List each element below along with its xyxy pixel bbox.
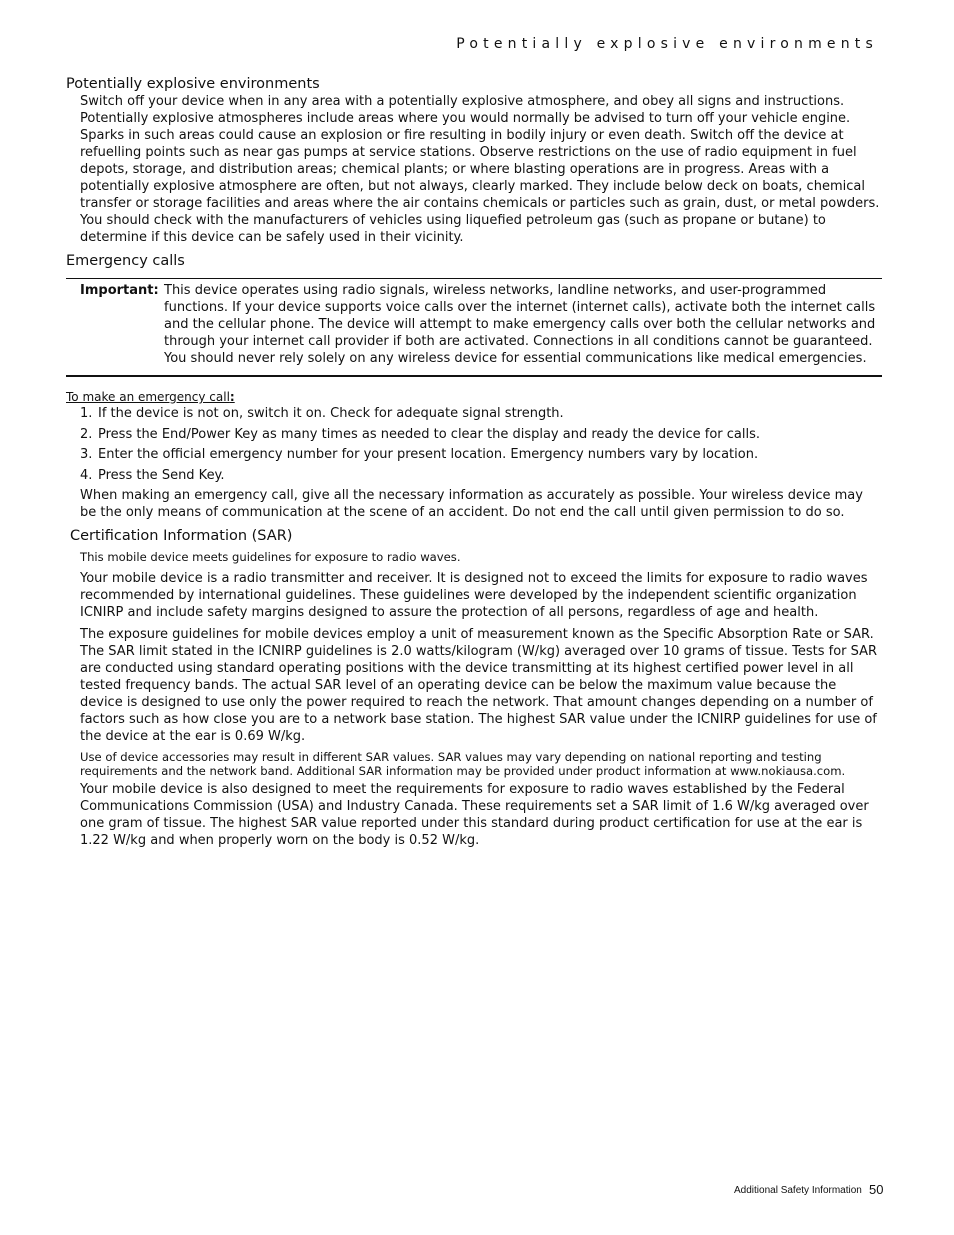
step-number: 2. — [80, 426, 93, 442]
note-label: Important: — [80, 283, 159, 298]
steps-list — [80, 405, 882, 484]
paragraph-sar-2: Your mobile device is a radio transmitter and receiver. It is designed not to exceed the limits for exposure to radio waves recommended by international guidelines. These guidelines were developed by the independent scientific organization ICNIRP and include safety margins designed to assure the protection of all persons, regardless of age and health. — [80, 571, 868, 620]
footer-label: Additional Safety Information — [734, 1185, 862, 1196]
list-item — [80, 405, 882, 422]
step-text: Press the Send Key. — [98, 467, 225, 483]
list-item — [80, 467, 882, 484]
running-header: Potentially explosive environments — [456, 36, 878, 52]
paragraph-explosive: Switch off your device when in any area with a potentially explosive atmosphere, and obey all signs and instructions. Potentially explosive atmospheres include areas where you would normally be advised to turn off your vehicle engine. Sparks in such areas could cause an explosion or fire resulting in bodily injury or even death. Switch off the device at refuelling points such as near gas pumps at service stations. Observe restrictions on the use of radio equipment in fuel depots, storage, and distribution areas; chemical plants; or where blasting operations are in progress. Areas with a potentially explosive atmosphere are often, but not always, clearly marked. They include below deck on boats, chemical transfer or storage facilities and areas where the air contains chemicals or particles such as grain, dust, or metal powders. You should check with the manufacturers of vehicles using liquefied petroleum gas (such as propane or butane) to determine if this device can be safely used in their vicinity. — [80, 94, 880, 245]
subheading-text: To make an emergency call — [66, 390, 230, 404]
step-number: 4. — [80, 467, 93, 483]
step-text: If the device is not on, switch it on. Check for adequate signal strength. — [98, 406, 564, 421]
step-text: Press the End/Power Key as many times as needed to clear the display and ready the device for calls. — [98, 426, 761, 442]
page-content — [66, 76, 882, 849]
paragraph-sar-3: The exposure guidelines for mobile devices employ a unit of measurement known as the Specific Absorption Rate or SAR. The SAR limit stated in the ICNIRP guidelines is 2.0 watts/kilogram (W/kg) averaged over 10 grams of tissue. Tests for SAR are conducted using standard operating positions with the device transmitting at its highest certified power level in all tested frequency bands. The actual SAR level of an operating device can be below the maximum value because the device is designed to use only the power required to reach the network. That amount changes depending on a number of factors such as how close you are to a network base station. The highest SAR value under the ICNIRP guidelines for use of the device at the ear is 0.69 W/kg. — [80, 627, 878, 744]
list-item — [80, 426, 882, 443]
subheading-make-call — [66, 390, 882, 404]
paragraph-sar-5: Your mobile device is also designed to meet the requirements for exposure to radio waves established by the Federal Communications Commission (USA) and Industry Canada. These requirements set a SAR limit of 1.6 W/kg averaged over one gram of tissue. The highest SAR value reported under this standard during product certification for use at the ear is 1.22 W/kg and when properly worn on the body is 0.52 W/kg. — [80, 782, 869, 848]
step-number: 3. — [80, 447, 93, 462]
section-heading-emergency: Emergency calls — [66, 253, 185, 269]
section-heading-explosive: Potentially explosive environments — [66, 76, 320, 92]
step-number: 1. — [80, 406, 93, 421]
page-number: 50 — [869, 1182, 884, 1197]
step-text: Enter the official emergency number for your present location. Emergency numbers vary by location. — [98, 447, 759, 462]
subheading-colon: : — [229, 390, 235, 404]
section-heading-sar: Certification Information (SAR) — [70, 528, 293, 544]
paragraph-closing: When making an emergency call, give all the necessary information as accurately as possible. Your wireless device may be the only means of communication at the scene of an accident. Do not end the call until given permission to do so. — [80, 488, 863, 520]
list-item — [80, 446, 882, 463]
important-note — [66, 278, 882, 377]
note-text: This device operates using radio signals, wireless networks, landline networks, and user-programmed functions. If your device supports voice calls over the internet (internet calls), activate both the internet calls and the cellular phone. The device will attempt to make emergency calls over both the cellular networks and through your internet call provider if both are activated. Connections in all conditions cannot be guaranteed. You should never rely solely on any wireless device for essential communications like medical emergencies. — [164, 283, 876, 366]
paragraph-sar-intro: This mobile device meets guidelines for exposure to radio waves. — [80, 550, 461, 564]
paragraph-sar-4: Use of device accessories may result in different SAR values. SAR values may vary depending on national reporting and testing requirements and the network band. Additional SAR information may be provided under product information at www.nokiausa.com. — [80, 750, 846, 778]
